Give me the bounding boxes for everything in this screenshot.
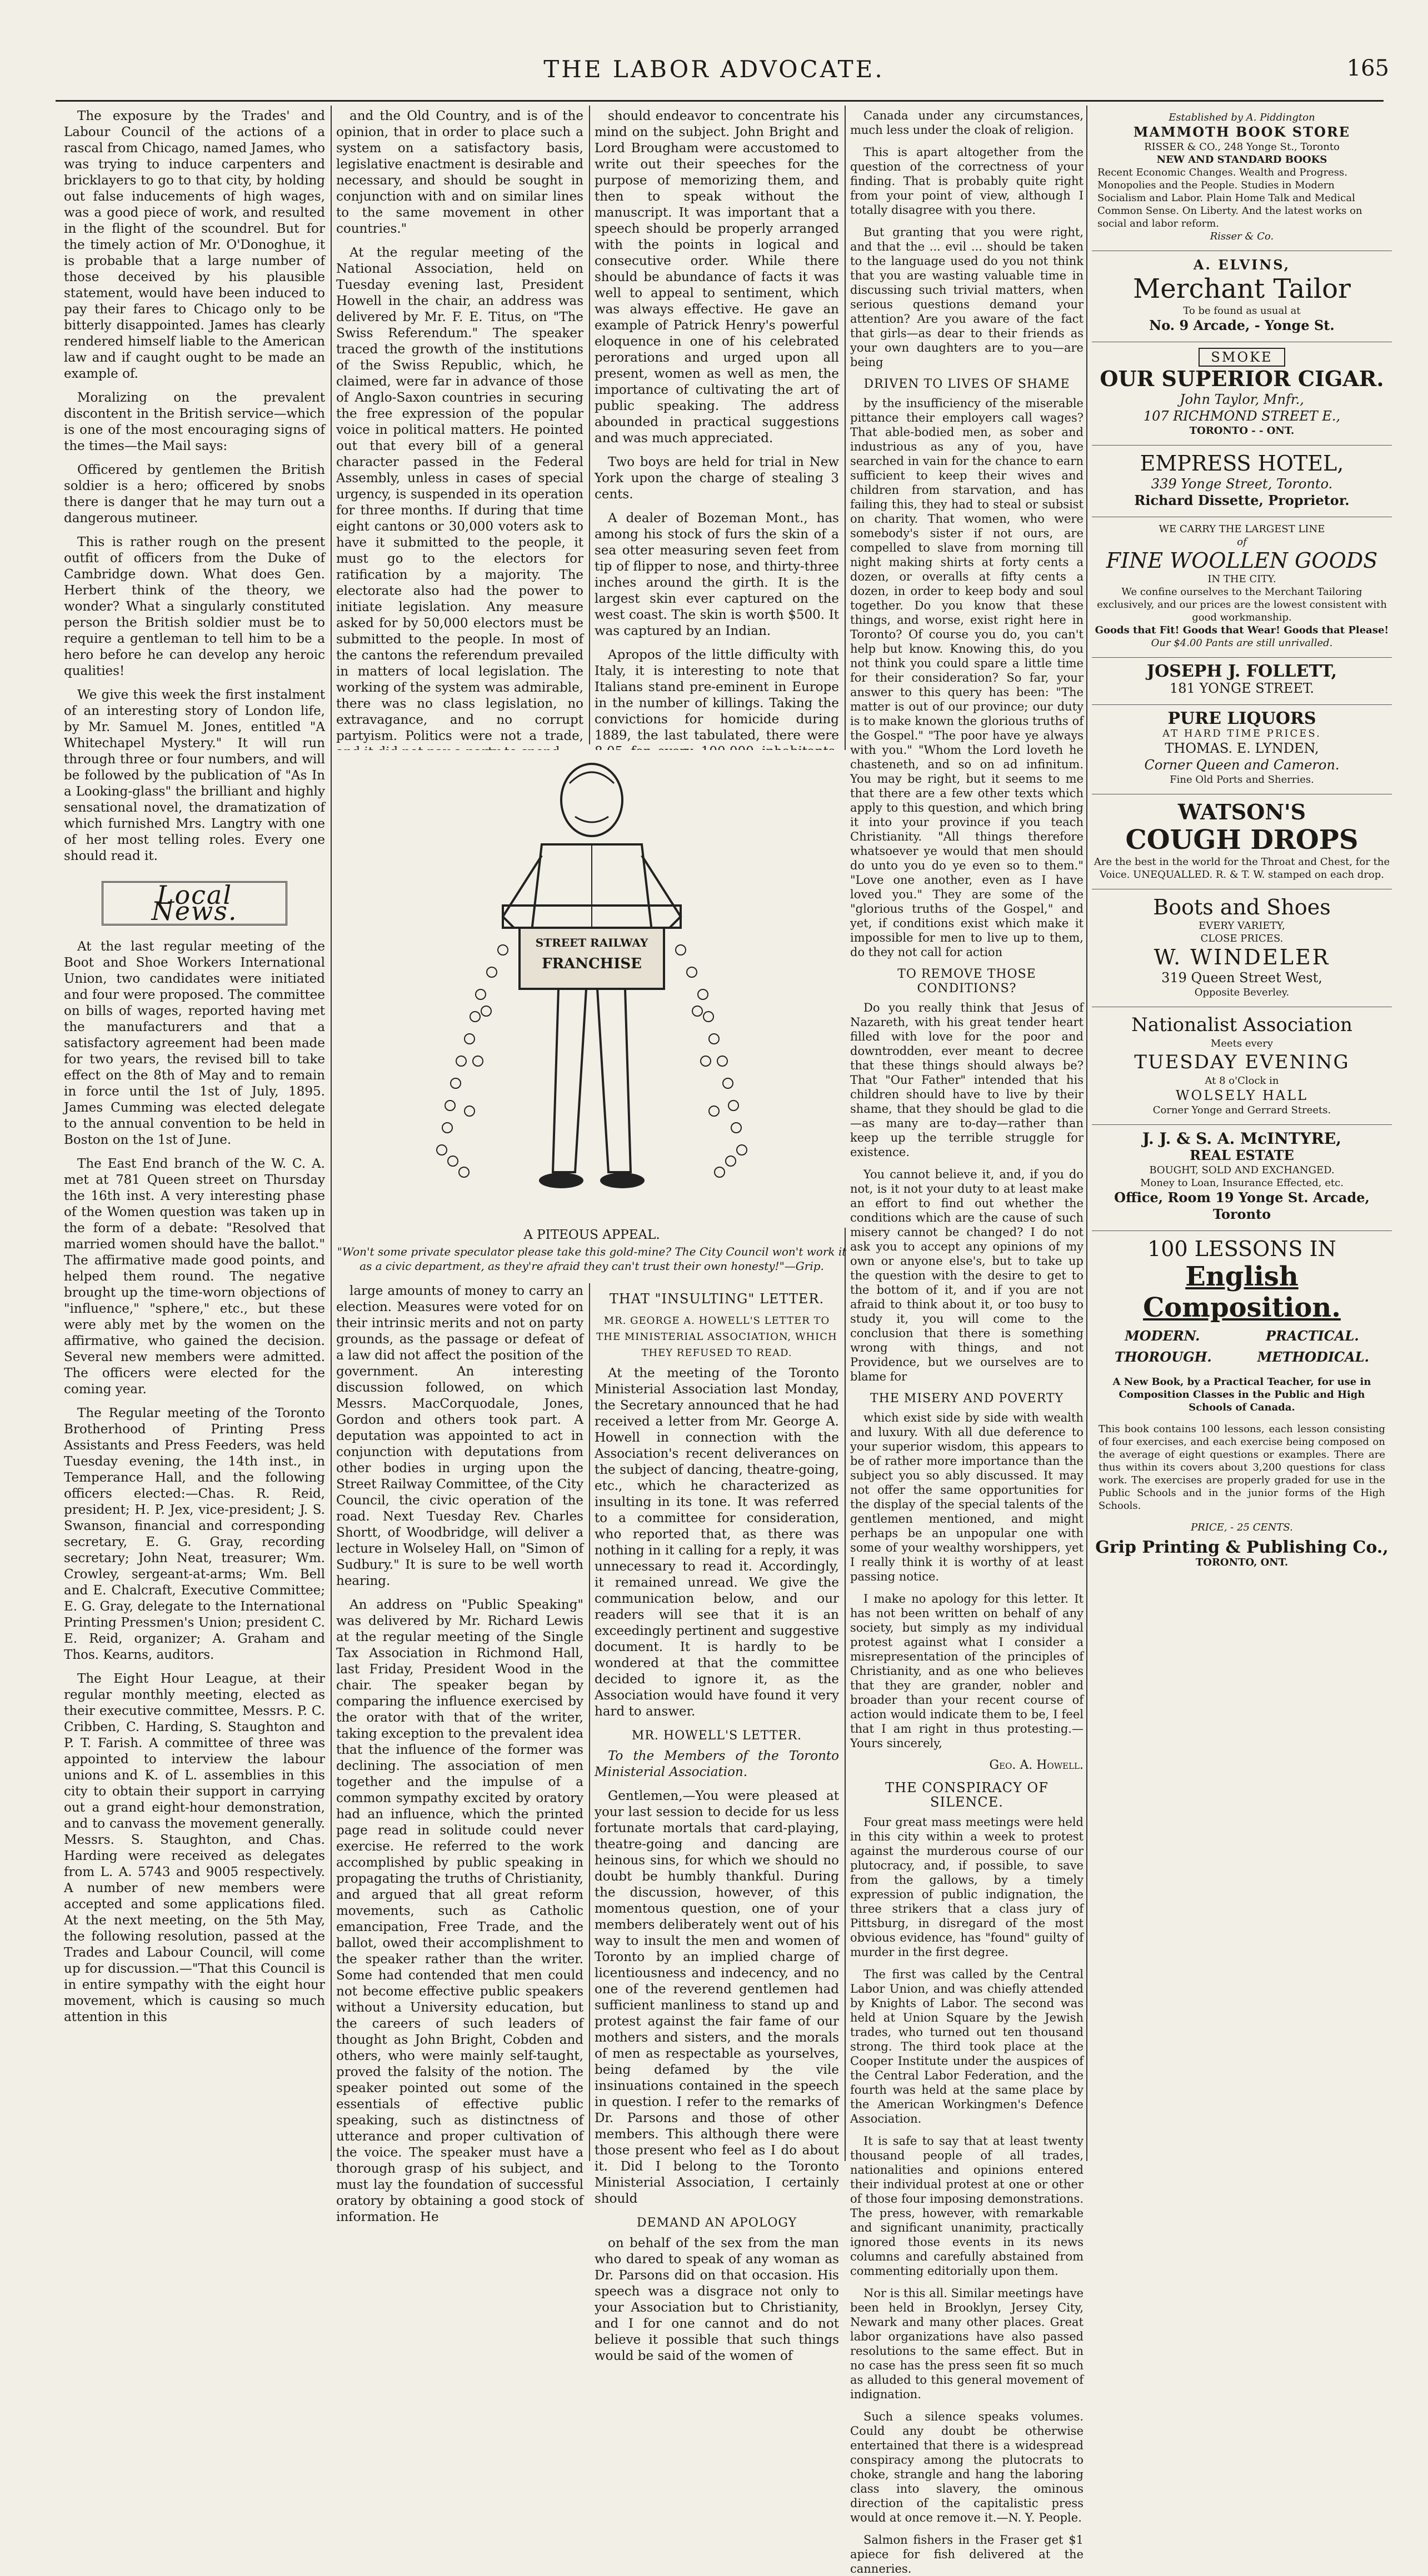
- ad-product: COUGH DROPS: [1125, 824, 1359, 856]
- paragraph: by the insufficiency of the miserable pittance their employers call wages? That able-bodied men, as sober and industrious as any of you, have searched in vain for the chance to earn sufficient to keep their wives and children from starvation, and has failing this, they had to steal or subsist on charity. That women, who were somebody's sister if not ours, are compelled to slave from morning till night making shirts at forty cents a dozen, or overalls at fifty cents a dozen, in order to keep body and soul together. Do you know that these things, and worse, exist right here in Toronto? Of course you do, you can't help but know. Knowing this, do you not think you could spare a little time for their consideration? So far, your answer to this query has been: "The matter is out of our province; our duty is to make known the glorious truths of the Gospel." "The poor have ye always with you." "Whom the Lord loveth he chasteneth, and so on ad infinitum. You may be right, but it seems to me that there are a few other texts which apply to this question, and which bring it into your province if you teach Christianity. "All things therefore whatsoever ye would that men should do unto you do ye even so to them." "Love one another, even as I have loved you." They are some of the "glorious truths of the Gospel," and yet, if conditions exist which make it impossible for men to live up to them, do they not call for action: [850, 397, 1084, 959]
- ad-empress-hotel: [1092, 446, 1392, 517]
- paragraph: The Regular meeting of the Toronto Brotherhood of Printing Press Assistants and Press Feeders, was held Tuesday evening, the 14th inst., in Temperance Hall, and the following officers elected:—Chas. R. Reid, president; H. P. Jex, vice-president; J. S. Swanson, financial and corresponding secretary, E. G. Gray, recording secretary; John Neat, treasurer; Wm. Crowley, sergeant-at-arms; Wm. Bell and E. Chalcraft, Executive Committee; E. G. Gray, delegate to the International Printing Pressmen's Union; president C. E. Reid, organizer; A. Graham and Thos. Kearns, auditors.: [64, 1406, 325, 1662]
- paragraph: Gentlemen,—You were pleased at your last session to decide for us less fortunate mortals that card-playing, theatre-going and dancing are heinous sins, for which we should no doubt be humbly thankful. During the discussion, however, of this momentous question, one of your members deliberately went out of his way to insult the men and women of Toronto by an implied charge of licentiousness and indecency, and no one of the reverend gentlemen had sufficient manliness to stand up and protest against the fair fame of our mothers and sisters, and the morals of men as respectable as yourselves, being defamed by the vile insinuations contained in the speech in question. I refer to the remarks of Dr. Parsons and those of other members. This although there were those present who feel as I do about it. Did I belong to the Toronto Ministerial Association, I certainly should: [595, 1789, 839, 2206]
- cartoon-illustration: [336, 750, 847, 1228]
- paragraph: on behalf of the sex from the man who dared to speak of any woman as Dr. Parsons did on that occasion. His speech was a disgrace not only to your Association but to Christianity, and I for one cannot and do not believe it possible that such things would be said of the women of: [595, 2236, 839, 2363]
- ad-name: J. J. & S. A. McINTYRE,: [1142, 1129, 1342, 1148]
- ad-name: JOSEPH J. FOLLETT,: [1146, 662, 1337, 681]
- ad-price: PRICE, - 25 CENTS.: [1191, 1522, 1293, 1533]
- ad-text: Opposite Beverley.: [1194, 987, 1290, 998]
- ad-name: EMPRESS HOTEL,: [1140, 451, 1344, 476]
- ad-watsons-cough-drops: [1092, 794, 1392, 889]
- paragraph: Two boys are held for trial in New York upon the charge of stealing 3 cents.: [595, 455, 839, 502]
- ad-name: A. ELVINS,: [1193, 257, 1291, 273]
- cartoon-title: A PITEOUS APPEAL.: [523, 1228, 660, 1242]
- paragraph: Canada under any circumstances, much less under the cloak of religion.: [850, 109, 1084, 137]
- paragraph: The East End branch of the W. C. A. met at 781 Queen street on Thursday the 16th inst. A very interesting phase of the Women question was taken up in the form of a debate: "Resolved that married women should have the ballot." The affirmative made good points, and helped them round. The negative brought up the time-worn objections of "influence," "sphere," etc., but these were ably met by the women on the affirmative, who gained the decision. Several new members were admitted. The officers were elected for the coming year.: [64, 1157, 325, 1397]
- ad-text: BOUGHT, SOLD AND EXCHANGED.: [1149, 1164, 1335, 1176]
- paragraph: To the Members of the Toronto Ministerial Association.: [595, 1749, 839, 1779]
- ad-text: Richard Dissette, Proprietor.: [1134, 492, 1350, 508]
- paragraph: and the Old Country, and is of the opinion, that in order to place such a system on a satisfactory basis, legislative enactment is desirable and necessary, and should be sought in conjunction with and on similar lines to the same movement in other countries.": [336, 109, 583, 236]
- ad-text: Established by A. Piddington: [1169, 112, 1315, 123]
- ad-text: A New Book, by a Practical Teacher, for use in Composition Classes in the Public and High Schools of Canada.: [1112, 1376, 1371, 1413]
- ad-name: Boots and Shoes: [1153, 895, 1331, 919]
- newspaper-title: THE LABOR ADVOCATE.: [543, 56, 885, 83]
- ad-text: Money to Loan, Insurance Effected, etc.: [1140, 1177, 1344, 1189]
- ad-name: WATSON'S: [1177, 799, 1306, 824]
- ad-text: IN THE CITY.: [1207, 573, 1276, 585]
- ad-text: To be found as usual at: [1183, 305, 1301, 317]
- paragraph: An address on "Public Speaking" was delivered by Mr. Richard Lewis at the regular meeting of the Single Tax Association in Richmond Hall, last Friday, President Wood in the chair. The speaker began by comparing the influence exercised by the orator with that of the writer, taking exception to the prevalent idea that the influence of the former was declining. The association of men together and the impulse of a common sympathy excited by oratory had an influence, which the printed page read in solitude could never exercise. He referred to the work accomplished by public speaking in propagating the truths of Christianity, and argued that all great reform movements, such as Catholic emancipation, Free Trade, and the ballot, owed their accomplishment to the speaker rather than the writer. Some had contended that men could not become effective public speakers without a University education, but the careers of such leaders of thought as John Bright, Cobden and others, who were mainly self-taught, proved the falsity of the notion. The speaker pointed out some of the essentials of effective public speaking, such as distinctness of utterance and proper cultivation of the voice. The speaker must have a thorough grasp of his subject, and must lay the foundation of successful oratory by obtaining a good stock of information. He: [336, 1598, 583, 2224]
- cartoon-sign-line-1: STREET RAILWAY: [535, 936, 648, 949]
- ad-mammoth-book-store: [1092, 106, 1392, 251]
- ad-text: THOMAS. E. LYNDEN,: [1165, 741, 1319, 756]
- ad-text: TORONTO, ONT.: [1195, 1557, 1289, 1568]
- ad-address: 339 Yonge Street, Toronto.: [1151, 476, 1333, 492]
- paragraph: The first was called by the Central Labor Union, and was chiefly attended by Knights of Labor. The second was held at Union Square by the Jewish trades, who turned out ten thousand strong. The third took place at the Cooper Institute under the auspices of the Central Labor Federation, and the fourth was held at the same place by the American Workingmen's Defence Association.: [850, 1968, 1084, 2125]
- ad-elvins: [1092, 251, 1392, 342]
- column-4: [850, 108, 1084, 2575]
- paragraph: The exposure by the Trades' and Labour Council of the actions of a rascal from Chicago, named James, who was trying to induce carpenters and bricklayers to go to that city, by holding out false inducements of high wages, was a good piece of work, and resulted in the flight of the scoundrel. But for the timely action of Mr. O'Donoghue, it is probable that a large number of those deceived by his plausible statement, would have been induced to pay their fares to Chicago only to be bitterly disappointed. James has clearly rendered himself liable to the American law and if caught ought to be made an example of.: [64, 109, 325, 381]
- column-2-bottom: [336, 1283, 583, 2224]
- ad-address: Office, Room 19 Yonge St. Arcade, Toronto: [1114, 1189, 1370, 1222]
- ad-woollen-goods: [1092, 517, 1392, 658]
- header-rule: [56, 100, 1384, 102]
- column-rule: [1086, 106, 1087, 2161]
- article-title: THE CONSPIRACY OF SILENCE.: [885, 1780, 1048, 1810]
- paragraph: This is rather rough on the present outfit of officers from the Duke of Cambridge down. What does Gen. Herbert think of the theory, we wonder? What a singularly constituted person the British soldier must be to require a gentleman to tell him to be a hero before he can develop any heroic qualities!: [64, 535, 325, 678]
- ad-text: Fine Old Ports and Sherries.: [1170, 774, 1314, 786]
- paragraph: At the regular meeting of the National Association, held on Tuesday evening last, President Howell in the chair, an address was delivered by Mr. F. E. Titus, on "The Swiss Referendum." The speaker traced the growth of the institutions of the Swiss Republic, which, he claimed, were far in advance of those of Anglo-Saxon countries in securing the free expression of the popular voice in political matters. He pointed out that every bill of a general character passed in the Federal Assembly, unless in cases of special urgency, is suspended in its operation for three months. If during that time eight cantons or 30,000 voters ask to have it submitted to the people, it must go to the electors for ratification by a majority. The electorate also had the power to initiate legislation. Any measure asked for by 50,000 electors must be submitted to the people. In most of the cantons the referendum prevailed in matters of local legislation. The working of the system was admirable, there was no class legislation, no extravagance, and no corrupt partyism. Politics were not a trade,: [336, 246, 583, 743]
- ad-text: We confine ourselves to the Merchant Tailoring exclusively, and our prices are the lowest consistent with good workmanship.: [1097, 586, 1387, 623]
- ad-text: John Taylor, Mnfr.,: [1180, 392, 1304, 407]
- ad-address: 181 YONGE STREET.: [1170, 681, 1314, 696]
- column-rule: [331, 106, 332, 2161]
- ad-address: No. 9 Arcade, - Yonge St.: [1149, 317, 1335, 333]
- ad-text: Meets every: [1210, 1038, 1274, 1049]
- paragraph: At the meeting of the Toronto Ministerial Association last Monday, the Secretary announced that he had received a letter from Mr. George A. Howell in connection with the Association's recent deliverances on the subject of dancing, theatre-going, etc., which he characterized as insulting in its tone. It was referred to a committee for consideration, who reported that, as there was nothing in it calling for a reply, it was unnecessary to read it. Accordingly, it remained unread. We give the communication below, and our readers will see that it is an exceedingly pertinent and suggestive document. It is hardly to be wondered at that the committee decided to ignore it, as the Association would have found it very hard to answer.: [595, 1366, 839, 1719]
- advertisements-column: [1092, 106, 1392, 2161]
- paragraph: You cannot believe it, and, if you do not, is it not your duty to at least make an effort to find out whether the conditions which are the cause of such misery cannot be changed? I do not ask you to accept any opinions of my own or anyone else's, but to take up the question with the desire to get to the bottom of it, and if you are not afraid to think about it, or too busy to study it, you will come to the conclusion that there is something wrong with things, and not Providence, but we ourselves are to blame for: [850, 1168, 1084, 1383]
- ad-name: MAMMOTH BOOK STORE: [1133, 124, 1351, 140]
- paragraph: The Eight Hour League, at their regular monthly meeting, elected as their executive committee, Messrs. P. C. Cribben, C. Harding, S. Staughton and P. T. Farish. A committee of three was appointed to interview the labour unions and K. of L. assemblies in this city to obtain their support in carrying out a grand eight-hour demonstration, and to canvass the movement generally. Messrs. S. Staughton, and Chas. Harding were received as delegates from L. A. 5743 and 9005 respectively. A number of new members were accepted and some applications filed. At the next meeting, on the 5th May, the following resolution, passed at the Trades and Labour Council, will come up for discussion.—"That this Council is in entire sympathy with the eight hour movement, which is causing so much attention in this: [64, 1672, 325, 2024]
- ad-name: FINE WOOLLEN GOODS: [1106, 548, 1378, 573]
- ad-follett: [1092, 658, 1392, 705]
- ad-text: METHODICAL.: [1257, 1349, 1369, 1365]
- local-news-heading: Local News.: [102, 881, 287, 926]
- ad-text: NEW AND STANDARD BOOKS: [1156, 154, 1327, 166]
- column-1: [64, 108, 325, 2164]
- paragraph: which exist side by side with wealth and luxury. With all due deference to your superior wisdom, this appears to be of rather more importance than the subject you so ably discussed. It may not offer the same opportunities for the display of the special talents of the gentlemen mentioned, and might perhaps be an unpopular one with some of your wealthy worshippers, yet I really think it is worthy of at least passing notice.: [850, 1411, 1084, 1583]
- ad-address: 319 Queen Street West,: [1161, 970, 1322, 986]
- ad-text: Recent Economic Changes. Wealth and Progress. Monopolies and the People. Studies in Modern Socialism and Labor. Plain Home Talk and Medical Common Sense. On Liberty. And the latest works on social and labor reform.: [1097, 167, 1362, 229]
- ad-boots-and-shoes: [1092, 889, 1392, 1007]
- column-2-top: [336, 108, 583, 742]
- paragraph: should endeavor to concentrate his mind on the subject. John Bright and Lord Brougham were accustomed to write out their speeches for the purpose of memorizing them, and then to speak without the manuscript. It was important that a speech should be properly arranged with the points in logical and consecutive order. While there should be abundance of facts it was well to appeal to sentiment, which was always effective. He gave an example of Patrick Henry's powerful eloquence in one of his celebrated perorations and urged upon all present, women as well as men, the importance of cultivating the art of public speaking. The address abounded in practical suggestions and was much appreciated.: [595, 109, 839, 446]
- page-number: 165: [1346, 56, 1389, 81]
- column-rule: [589, 1283, 590, 2161]
- ad-text: Are the best in the world for the Throat and Chest, for the Voice. UNEQUALLED. R. & T. W. stamped on each drop.: [1094, 856, 1390, 881]
- ad-name: Nationalist Association: [1131, 1014, 1352, 1036]
- ad-address: 107 RICHMOND STREET E.,: [1143, 408, 1341, 424]
- column-rule: [589, 106, 590, 744]
- paragraph: Moralizing on the prevalent discontent in the British service—which is one of the most encouraging signs of the times—the Mail says:: [64, 391, 325, 453]
- ad-pure-liquors: [1092, 705, 1392, 794]
- ad-address: Corner Queen and Cameron.: [1144, 757, 1340, 773]
- cartoon-caption: "Won't some private speculator please take this gold-mine? The City Council won't work it as a civic department, as they're afraid they can't trust their own honesty!"—Grip.: [337, 1245, 847, 1273]
- ad-text: REAL ESTATE: [1190, 1147, 1294, 1163]
- paragraph: At the last regular meeting of the Boot and Shoe Workers International Union, two candidates were initiated and four were proposed. The committee on bills of wages, reported having met the manufacturers and that a satisfactory agreement had been made for two years, the revised bill to take effect on the 8th of May and to remain in force until the 1st of July, 1895. James Cumming was elected delegate to the annual convention to be held in Boston on the 1st of June.: [64, 939, 325, 1147]
- paragraph: We give this week the first instalment of an interesting story of London life, by Mr. Samuel M. Jones, entitled "A Whitechapel Mystery." It will run through three or four numbers, and will be followed by the publication of "As In a Looking-glass" the brilliant and highly sensational novel, the dramatization of which furnished Mrs. Langtry with one of her most telling roles. Every one should read it.: [64, 688, 325, 863]
- paragraph: A dealer of Bozeman Mont., has among his stock of furs the skin of a sea otter measuring seven feet from tip of flipper to nose, and thirty-three inches around the girth. It is the largest skin ever captured on the west coast. The skin is worth $500. It was captured by an Indian.: [595, 511, 839, 638]
- ad-name: English Composition.: [1143, 1261, 1341, 1323]
- section-heading: DRIVEN TO LIVES OF SHAME: [863, 377, 1070, 391]
- ad-text: CLOSE PRICES.: [1200, 933, 1284, 944]
- letter-signature: Geo. A. Howell.: [989, 1758, 1084, 1772]
- ad-text: Our $4.00 Pants are still unrivalled.: [1151, 637, 1333, 649]
- political-cartoon: [336, 750, 847, 1244]
- ad-text: RISSER & CO., 248 Yonge St., Toronto: [1144, 141, 1340, 153]
- section-heading: DEMAND AN APOLOGY: [636, 2216, 797, 2230]
- paragraph: Nor is this all. Similar meetings have been held in Brooklyn, Jersey City, Newark and many other places. Great labor organizations have also passed resolutions to the same effect. But in no case has the press seen fit so much as alluded to this general movement of indignation.: [850, 2287, 1084, 2401]
- ad-text: Risser & Co.: [1210, 231, 1274, 242]
- ad-publisher: Grip Printing & Publishing Co.,: [1095, 1538, 1389, 1557]
- ad-name: PURE LIQUORS: [1167, 709, 1316, 728]
- paragraph: Apropos of the little difficulty with Italy, it is interesting to note that Italians stand pre-eminent in Europe in the number of killings. Taking the convictions for homicide during 1889, the last tabulated, there were: [595, 648, 839, 743]
- ad-address: Corner Yonge and Gerrard Streets.: [1152, 1104, 1331, 1116]
- section-heading: MR. HOWELL'S LETTER.: [631, 1729, 802, 1743]
- paragraph: Officered by gentlemen the British soldier is a hero; officered by snobs there is danger that he may turn out a dangerous mutineer.: [64, 463, 325, 526]
- ad-text: EVERY VARIETY,: [1199, 920, 1285, 932]
- paragraph: Salmon fishers in the Fraser get $1 apiece for fish delivered at the canneries.: [850, 2533, 1084, 2575]
- ad-nationalist-association: [1092, 1007, 1392, 1125]
- ad-text: WE CARRY THE LARGEST LINE: [1159, 523, 1325, 535]
- ad-text: PRACTICAL.: [1265, 1328, 1359, 1344]
- ad-text: At 8 o'Clock in: [1205, 1075, 1279, 1087]
- ad-text: WOLSELY HALL: [1175, 1088, 1309, 1103]
- paragraph: I make no apology for this letter. It has not been written on behalf of any society, but simply as my individual protest against what I consider a misrepresentation of the principles of Christianity, and as one who believes that they are grander, nobler and broader than your recent course of action would indicate them to be, I feel that I am right in thus protesting.—Yours sincerely,: [850, 1592, 1084, 1750]
- ad-mcintyre-real-estate: [1092, 1125, 1392, 1231]
- column-3-bottom: [595, 1283, 839, 2363]
- cartoon-sign-line-2: FRANCHISE: [541, 956, 642, 972]
- column-3-top: [595, 108, 839, 742]
- ad-text: 100 LESSONS IN: [1147, 1237, 1336, 1261]
- ad-text: THOROUGH.: [1114, 1349, 1212, 1365]
- ad-text: SMOKE: [1199, 348, 1285, 367]
- section-heading: TO REMOVE THOSE CONDITIONS?: [897, 967, 1036, 996]
- ad-text: This book contains 100 lessons, each lesson consisting of four exercises, and each exercise being composed on the average of eight questions or examples. There are thus within its covers about 3,200 questions for class work. The exercises are properly graded for use in the Public Schools and in the junior forms of the High Schools.: [1099, 1423, 1385, 1512]
- ad-text: Goods that Fit! Goods that Wear! Goods that Please!: [1095, 624, 1389, 636]
- ad-cigar: [1092, 342, 1392, 446]
- newspaper-page: [22, 22, 1406, 2575]
- ad-text: AT HARD TIME PRICES.: [1162, 728, 1321, 739]
- ad-text: TUESDAY EVENING: [1134, 1051, 1350, 1073]
- article-subtitle: MR. GEORGE A. HOWELL'S LETTER TO THE MINISTERIAL ASSOCIATION, WHICH THEY REFUSED TO READ.: [596, 1315, 837, 1359]
- paragraph: large amounts of money to carry an election. Measures were voted for on their intrinsic merits and not on party grounds, as the passage or defeat of a law did not affect the position of the government. An interesting discussion followed, on which Messrs. MacCorquodale, Jones, Gordon and others took part. A deputation was appointed to act in conjunction with deputations from other bodies in urging upon the Street Railway Committee, of the City Council, the civic operation of the road. Next Tuesday Rev. Charles Shortt, of Woodbridge, will deliver a lecture in Wolseley Hall, on "Simon of Sudbury." It is sure to be well worth hearing.: [336, 1284, 583, 1588]
- paragraph: Such a silence speaks volumes. Could any doubt be otherwise entertained that there is a widespread conspiracy among the plutocrats to choke, strangle and hang the laboring class into slavery, the ominous direction of the capitalistic press would at once remove it.—N. Y. People.: [850, 2410, 1084, 2524]
- ad-english-composition: [1092, 1231, 1392, 1577]
- paragraph: This is apart altogether from the question of the correctness of your finding. That is probably quite right from your point of view, although I totally disagree with you there.: [850, 146, 1084, 217]
- ad-text: of: [1237, 536, 1247, 548]
- paragraph: It is safe to say that at least twenty thousand people of all trades, nationalities and opinions entered their individual protest at one or other of those four imposing demonstrations. The press, however, with remarkable and significant unanimity, practically ignored those events in its news columns and carefully abstained from commenting editorially upon them.: [850, 2134, 1084, 2278]
- section-heading: THE MISERY AND POVERTY: [870, 1392, 1064, 1405]
- article-title: THAT "INSULTING" LETTER.: [609, 1291, 825, 1307]
- ad-text: MODERN.: [1125, 1328, 1200, 1344]
- ad-text: TORONTO - - ONT.: [1189, 425, 1295, 437]
- ad-trade: Merchant Tailor: [1133, 273, 1351, 304]
- paragraph: Do you really think that Jesus of Nazareth, with his great tender heart filled with love for the poor and downtrodden, ever meant to decree that these things should always be? That "Our Father" intended that his children should have to live by their shame, that they should be glad to die—as many are to-day—rather than keep up the terrible struggle for existence.: [850, 1001, 1084, 1159]
- ad-name: OUR SUPERIOR CIGAR.: [1100, 366, 1384, 391]
- paragraph: But granting that you were right, and that the ... evil ... should be taken to the language used do you not think that you are wasting valuable time in discussing such trivial matters, when serious questions demand your attention? Are you aware of the fact that girls—as dear to their friends as your own daughters are to you—are being: [850, 226, 1084, 369]
- paragraph: Four great mass meetings were held in this city within a week to protest against the murderous course of our plutocracy, and, if possible, to save from the gallows, by a timely expression of public indignation, the three strikers that a class jury of Pittsburg, in disregard of the most obvious evidence, has "found" guilty of murder in the first degree.: [850, 1815, 1084, 1959]
- masthead: [22, 56, 1406, 94]
- ad-text: W. WINDELER: [1154, 945, 1330, 969]
